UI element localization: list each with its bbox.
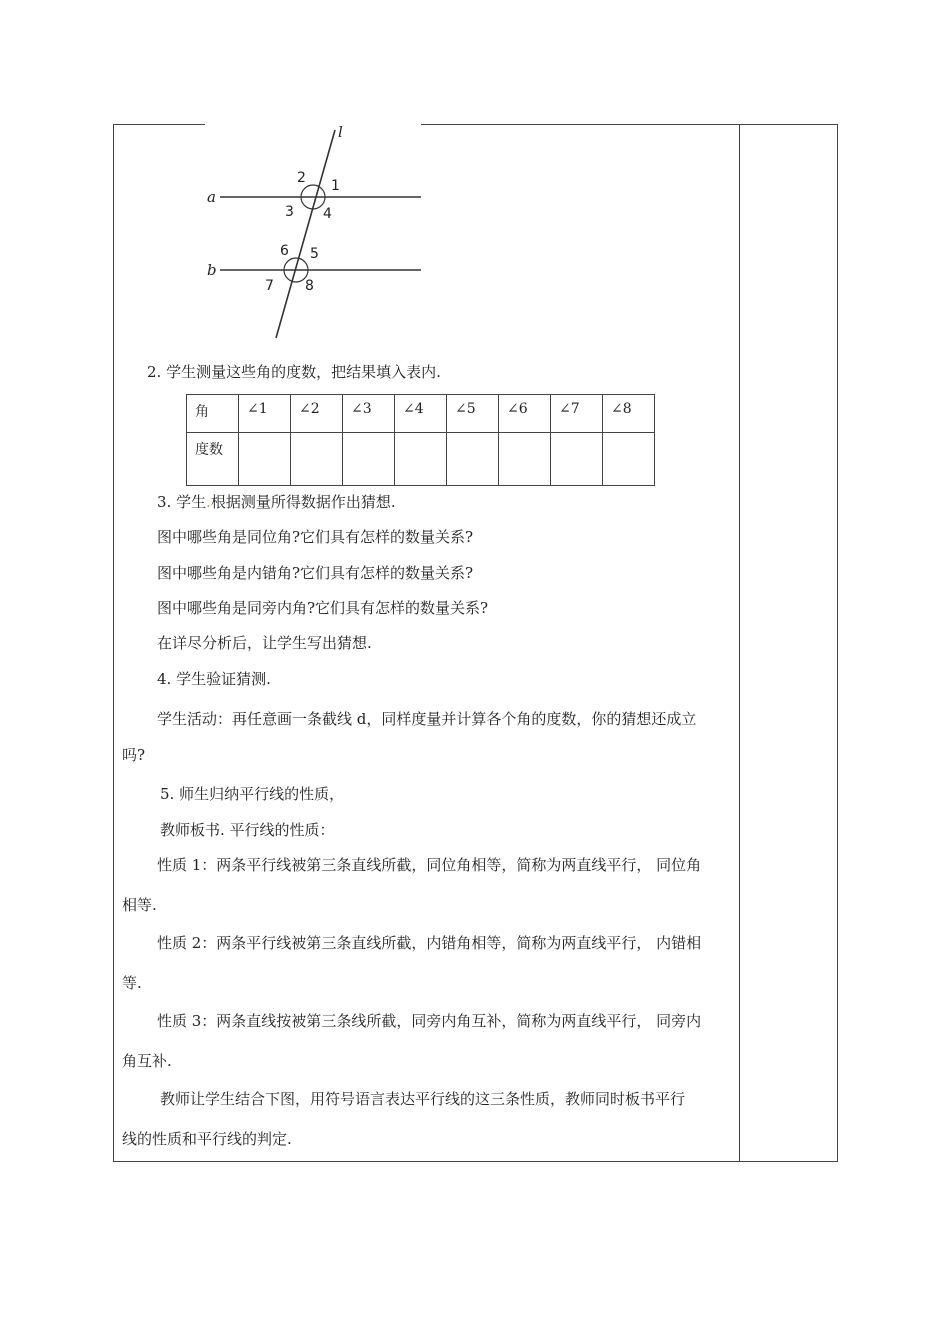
degree-cell[interactable] — [343, 433, 395, 486]
analysis-text: 在详尽分析后，让学生写出猜想. — [157, 634, 372, 652]
property-2-line-2: 等. — [122, 974, 142, 992]
degree-cell[interactable] — [395, 433, 447, 486]
transversal-l — [276, 130, 335, 338]
angle-label-6: 6 — [280, 243, 289, 259]
degree-cell[interactable] — [551, 433, 603, 486]
property-3-line-2: 角互补. — [122, 1052, 172, 1070]
step-3-start: 3. 学生 — [157, 493, 207, 511]
degree-cell[interactable] — [499, 433, 551, 486]
degree-cell[interactable] — [603, 433, 655, 486]
property-2-line-1: 性质 2：两条平行线被第三条直线所截，内错角相等，简称为两直线平行， 内错相 — [157, 934, 702, 952]
label-a: a — [207, 188, 216, 206]
table-degree-row — [187, 433, 655, 486]
angle-measure-table — [186, 394, 655, 486]
property-1-line-1: 性质 1：两条平行线被第三条直线所截，同位角相等，简称为两直线平行， 同位角 — [157, 856, 702, 874]
step-2: 2. 学生测量这些角的度数，把结果填入表内. — [147, 363, 441, 381]
header-cell: 角 — [187, 395, 239, 433]
angle-label-4: 4 — [323, 206, 332, 222]
step-3 — [157, 492, 396, 512]
angle-label-1: 1 — [331, 178, 340, 194]
header-cell: ∠2 — [291, 395, 343, 433]
step-3-end: 根据测量所得数据作出猜想. — [210, 493, 396, 511]
activity-line-2: 吗? — [122, 746, 146, 764]
degree-cell[interactable] — [447, 433, 499, 486]
table-header-row — [187, 395, 655, 433]
question-same-side-angles: 图中哪些角是同旁内角?它们具有怎样的数量关系? — [157, 599, 489, 617]
label-b: b — [207, 261, 217, 279]
board-heading: 教师板书. 平行线的性质： — [160, 821, 335, 839]
header-cell: ∠8 — [603, 395, 655, 433]
property-1-line-2: 相等. — [122, 896, 157, 914]
activity-line-1: 学生活动：再任意画一条截线 d，同样度量并计算各个角的度数，你的猜想还成立 — [157, 710, 697, 728]
property-3-line-1: 性质 3：两条直线按被第三条线所截，同旁内角互补，简称为两直线平行， 同旁内 — [157, 1012, 702, 1030]
degree-cell[interactable] — [291, 433, 343, 486]
angle-label-5: 5 — [310, 246, 319, 262]
header-cell: ∠6 — [499, 395, 551, 433]
angle-label-3: 3 — [285, 204, 294, 220]
header-cell: ∠7 — [551, 395, 603, 433]
final-line-2: 线的性质和平行线的判定. — [122, 1130, 292, 1148]
row-label-cell: 度数 — [187, 433, 239, 486]
question-alternate-angles: 图中哪些角是内错角?它们具有怎样的数量关系? — [157, 564, 474, 582]
header-cell: ∠5 — [447, 395, 499, 433]
edit-mark: . — [206, 493, 211, 511]
side-column-divider — [739, 124, 740, 1162]
question-corresponding-angles: 图中哪些角是同位角?它们具有怎样的数量关系? — [157, 528, 474, 546]
angle-label-2: 2 — [297, 170, 306, 186]
step-5: 5. 师生归纳平行线的性质， — [160, 785, 345, 803]
angle-label-8: 8 — [305, 278, 314, 294]
label-l: l — [338, 123, 343, 141]
header-cell: ∠1 — [239, 395, 291, 433]
header-cell: ∠3 — [343, 395, 395, 433]
step-4: 4. 学生验证猜测. — [157, 670, 271, 688]
angle-label-7: 7 — [265, 278, 274, 294]
parallel-lines-figure — [195, 120, 435, 345]
header-cell: ∠4 — [395, 395, 447, 433]
degree-cell[interactable] — [239, 433, 291, 486]
final-line-1: 教师让学生结合下图，用符号语言表达平行线的这三条性质，教师同时板书平行 — [160, 1090, 686, 1108]
